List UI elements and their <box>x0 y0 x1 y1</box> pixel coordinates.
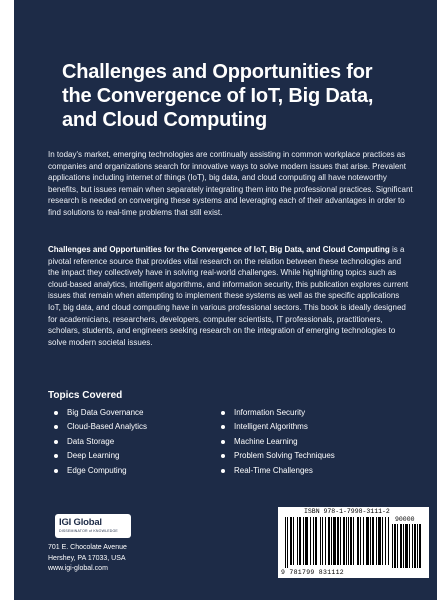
barcode-bar <box>313 517 314 565</box>
price-code: 90000 <box>395 516 415 523</box>
barcode-bar <box>337 517 339 565</box>
topics-list-right <box>221 406 335 478</box>
topics-list-left <box>54 406 147 478</box>
topic-label: Cloud-Based Analytics <box>67 422 148 432</box>
barcode-bar <box>325 517 326 565</box>
topics-heading: Topics Covered <box>48 390 123 401</box>
topic-label: Edge Computing <box>67 465 127 475</box>
barcode-bar <box>360 517 361 565</box>
topic-item <box>221 449 335 463</box>
barcode-bar <box>297 517 298 565</box>
title-line: the Convergence of IoT, Big Data, <box>62 85 374 107</box>
book-back-cover <box>14 0 437 600</box>
bullet-icon <box>54 425 58 429</box>
barcode-bar <box>417 524 418 568</box>
barcode-bar <box>331 517 332 565</box>
topic-item <box>54 420 147 434</box>
barcode-bar <box>320 517 321 565</box>
description-book-title: Challenges and Opportunities for the Convergence of IoT, Big Data, and Cloud Computing <box>48 245 390 254</box>
bullet-icon <box>221 425 225 429</box>
bullet-icon <box>221 440 225 444</box>
barcode-bar <box>310 517 311 565</box>
book-title <box>62 60 402 132</box>
bullet-icon <box>54 469 58 473</box>
topic-label: Deep Learning <box>67 451 120 461</box>
topic-item <box>54 435 147 449</box>
publisher-logo-text: IGI Global <box>59 517 102 528</box>
barcode-bar <box>370 517 371 565</box>
barcode-bar <box>392 524 393 568</box>
barcode-bar <box>363 517 364 565</box>
barcode-bar <box>382 517 383 565</box>
publisher-website: www.igi-global.com <box>48 565 108 572</box>
isbn-barcode <box>278 507 429 578</box>
topic-item <box>221 464 335 478</box>
bullet-icon <box>54 440 58 444</box>
barcode-bar <box>403 524 404 568</box>
intro-paragraph: In today's market, emerging technologies are continually assisting in common workplace practices as companies and organizations search for innovative ways to solve modern issues that arise. Prevalent applications including internet of things (IoT), big data, and cloud computing all have noteworthy benefits, but issues remain when separately integrating them into the professional practices. Significant research is needed on converging these systems and leveraging each of their advantages in order to find solutions to real-time problems that still exist. <box>48 150 413 217</box>
barcode-bar <box>357 517 359 565</box>
barcode-bar <box>394 524 396 568</box>
barcode-bar <box>405 524 408 568</box>
barcode-bar <box>305 517 308 565</box>
publisher-logo-tagline: DISSEMINATOR of KNOWLEDGE <box>59 529 118 533</box>
publisher-address <box>48 543 127 575</box>
barcode-icon <box>285 517 389 568</box>
barcode-bar <box>388 517 389 565</box>
barcode-bar <box>378 517 381 565</box>
topic-item <box>54 449 147 463</box>
barcode-bar <box>328 517 330 565</box>
barcode-digits: 9 781799 831112 <box>281 569 345 576</box>
barcode-bar <box>315 517 317 565</box>
barcode-bar <box>376 517 377 565</box>
barcode-bar <box>350 517 352 565</box>
bullet-icon <box>221 411 225 415</box>
topic-item <box>54 406 147 420</box>
bullet-icon <box>54 454 58 458</box>
barcode-bar <box>366 517 369 565</box>
address-line: 701 E. Chocolate Avenue <box>48 544 127 551</box>
topic-item <box>221 435 335 449</box>
barcode-bar <box>353 517 354 565</box>
topic-label: Information Security <box>234 408 306 417</box>
bullet-icon <box>221 469 225 473</box>
topic-label: Big Data Governance <box>67 408 144 417</box>
barcode-bar <box>293 517 294 565</box>
title-line: and Cloud Computing <box>62 109 268 131</box>
barcode-bar <box>419 524 421 568</box>
barcode-bar <box>397 524 398 568</box>
bullet-icon <box>54 411 58 415</box>
barcode-bar <box>285 517 286 568</box>
bullet-icon <box>221 454 225 458</box>
topic-label: Intelligent Algorithms <box>234 422 308 432</box>
topic-label: Problem Solving Techniques <box>234 451 335 461</box>
description-paragraph <box>48 244 413 348</box>
topic-item <box>54 464 147 478</box>
isbn-text: ISBN 978-1-7998-3111-2 <box>304 508 390 515</box>
barcode-bar <box>287 517 288 568</box>
description-body: is a pivotal reference source that provides vital research on the relation between these technologies and the impact they collectively have in solving real-world challenges. While highlighting topics such as cloud-based analytics, intelligent algorithms, and information security, this publication explores current issues that remain when attempting to implement these systems as well as the specific applications IoT, big data, and cloud computing have in various professional sectors. This book is ideally designed for academicians, researchers, developers, computer scientists, IT professionals, practitioners, scholars, students, and engineers seeking research on the integration of emerging technologies to solve modern societal issues. <box>48 245 409 347</box>
barcode-bar <box>322 517 323 565</box>
barcode-bar <box>385 517 386 565</box>
barcode-bar <box>290 517 292 565</box>
barcode-bar <box>412 524 413 568</box>
barcode-bar <box>400 524 402 568</box>
topic-label: Machine Learning <box>234 436 298 446</box>
barcode-bar <box>372 517 374 565</box>
barcode-bar <box>303 517 304 565</box>
barcode-bar <box>340 517 341 565</box>
barcode-bar <box>343 517 345 565</box>
topic-label: Real-Time Challenges <box>234 465 313 475</box>
address-line: Hershey, PA 17033, USA <box>48 554 126 562</box>
barcode-bar <box>299 517 301 565</box>
topic-item <box>221 406 335 420</box>
barcode-bar <box>346 517 347 565</box>
title-line: Challenges and Opportunities for <box>62 61 373 83</box>
barcode-bar <box>333 517 336 565</box>
barcode-bar <box>348 517 349 565</box>
topic-label: Data Storage <box>67 436 115 446</box>
barcode-bar <box>409 524 410 568</box>
price-barcode-icon <box>392 524 424 568</box>
publisher-logo <box>55 514 131 538</box>
topic-item <box>221 420 335 434</box>
barcode-bar <box>414 524 416 568</box>
